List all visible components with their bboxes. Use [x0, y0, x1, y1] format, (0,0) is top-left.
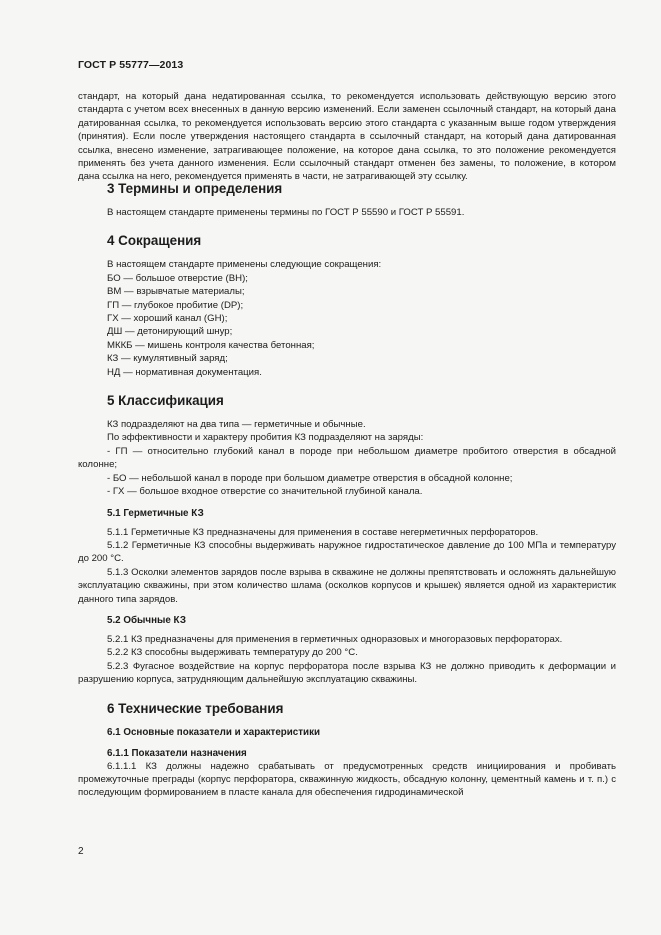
subsection-5-2-title: 5.2 Обычные КЗ — [107, 614, 187, 626]
abbreviation-item: НД — нормативная документация. — [107, 366, 262, 378]
abbreviation-item: МККБ — мишень контроля качества бетонная; — [107, 339, 315, 351]
subsection-5-1-paragraph: 5.1.3 Осколки элементов зарядов после взрыва в скважине не должны препятствовать и осложнять дальнейшую эксплуатацию скважины, при этом количество шлама (осколков корпусов и крышек) является одной из характеристик данного типа зарядов. — [78, 566, 616, 605]
abbreviations-intro: В настоящем стандарте применены следующие сокращения: — [107, 259, 382, 271]
section-5-bullet: - БО — небольшой канал в породе при большом диаметре отверстия в обсадной колонне; — [107, 472, 513, 484]
section-5-bullet: - ГХ — большое входное отверстие со значительной глубиной канала. — [107, 486, 423, 498]
section-4-title: 4 Сокращения — [107, 233, 202, 249]
section-6-title: 6 Технические требования — [107, 700, 284, 716]
section-5-paragraph: По эффективности и характеру пробития КЗ подразделяют на заряды: — [107, 432, 424, 444]
abbreviation-item: ВМ — взрывчатые материалы; — [107, 286, 245, 298]
subsection-5-1-title: 5.1 Герметичные КЗ — [107, 507, 204, 519]
abbreviation-item: БО — большое отверстие (BH); — [107, 272, 248, 284]
section-3-text: В настоящем стандарте применены термины по ГОСТ Р 55590 и ГОСТ Р 55591. — [107, 207, 465, 218]
document-header: ГОСТ Р 55777—2013 — [78, 59, 184, 71]
page-number: 2 — [78, 846, 84, 857]
abbreviation-item: КЗ — кумулятивный заряд; — [107, 353, 228, 365]
document-body — [78, 90, 616, 800]
abbreviations-list — [78, 258, 616, 379]
subsection-6-1-1-title: 6.1.1 Показатели назначения — [107, 747, 247, 759]
subsection-5-2-paragraph: 5.2.3 Фугасное воздействие на корпус перфоратора после взрыва КЗ не должно приводить к деформации и разрушению корпуса, затрудняющим дальнейшую эксплуатацию скважины. — [78, 660, 616, 686]
section-5-paragraph: КЗ подразделяют на два типа — герметичные и обычные. — [107, 419, 366, 431]
section-5-bullet: - ГП — относительно глубокий канал в породе при небольшом диаметре пробитого отверстия в обсадной колонне; — [78, 445, 616, 471]
section-3-title: 3 Термины и определения — [107, 181, 283, 196]
section-5-title: 5 Классификация — [107, 393, 224, 409]
subsection-5-1-paragraph: 5.1.1 Герметичные КЗ предназначены для применения в составе негерметичных перфораторов. — [107, 526, 539, 538]
subsection-5-2-paragraph: 5.2.1 КЗ предназначены для применения в герметичных одноразовых и многоразовых перфораторах. — [107, 633, 563, 645]
abbreviation-item: ДШ — детонирующий шнур; — [107, 326, 233, 338]
abbreviation-item: ГХ — хороший канал (GH); — [107, 313, 228, 325]
subsection-5-1-paragraph: 5.1.2 Герметичные КЗ способны выдерживать наружное гидростатическое давление до 100 МПа и температуру до 200 °С. — [78, 539, 616, 565]
subsection-6-1-1-paragraph: 6.1.1.1 КЗ должны надежно срабатывать от предусмотренных средств инициирования и пробивать промежуточные преграды (корпус перфоратора, скважинную жидкость, обсадную колонну, цементный камень и т. п.) с последующим формированием в пласте канала для обеспечения гидродинамической — [78, 760, 616, 799]
subsection-5-2-paragraph: 5.2.2 КЗ способны выдерживать температуру до 200 °С. — [107, 647, 358, 659]
subsection-6-1-title: 6.1 Основные показатели и характеристики — [107, 726, 320, 738]
abbreviation-item: ГП — глубокое пробитие (DP); — [107, 299, 244, 311]
intro-paragraph: стандарт, на который дана недатированная ссылка, то рекомендуется использовать действующую версию этого стандарта с учетом всех внесенных в данную версию изменений. Если заменен ссылочный стандарт, на который дана датированная ссылка, то рекомендуется использовать версию этого стандарта с указанным выше годом утверждения (принятия). Если после утверждения настоящего стандарта в ссылочный стандарт, на который дана датированная ссылка, внесено изменение, затрагивающее положение, на которое дана ссылка, то это положение рекомендуется применять без учета данного изменения. Если ссылочный стандарт отменен без замены, то положение, в котором дана ссылка на него, рекомендуется применять в части, не затрагивающей эту ссылку. — [78, 91, 616, 183]
